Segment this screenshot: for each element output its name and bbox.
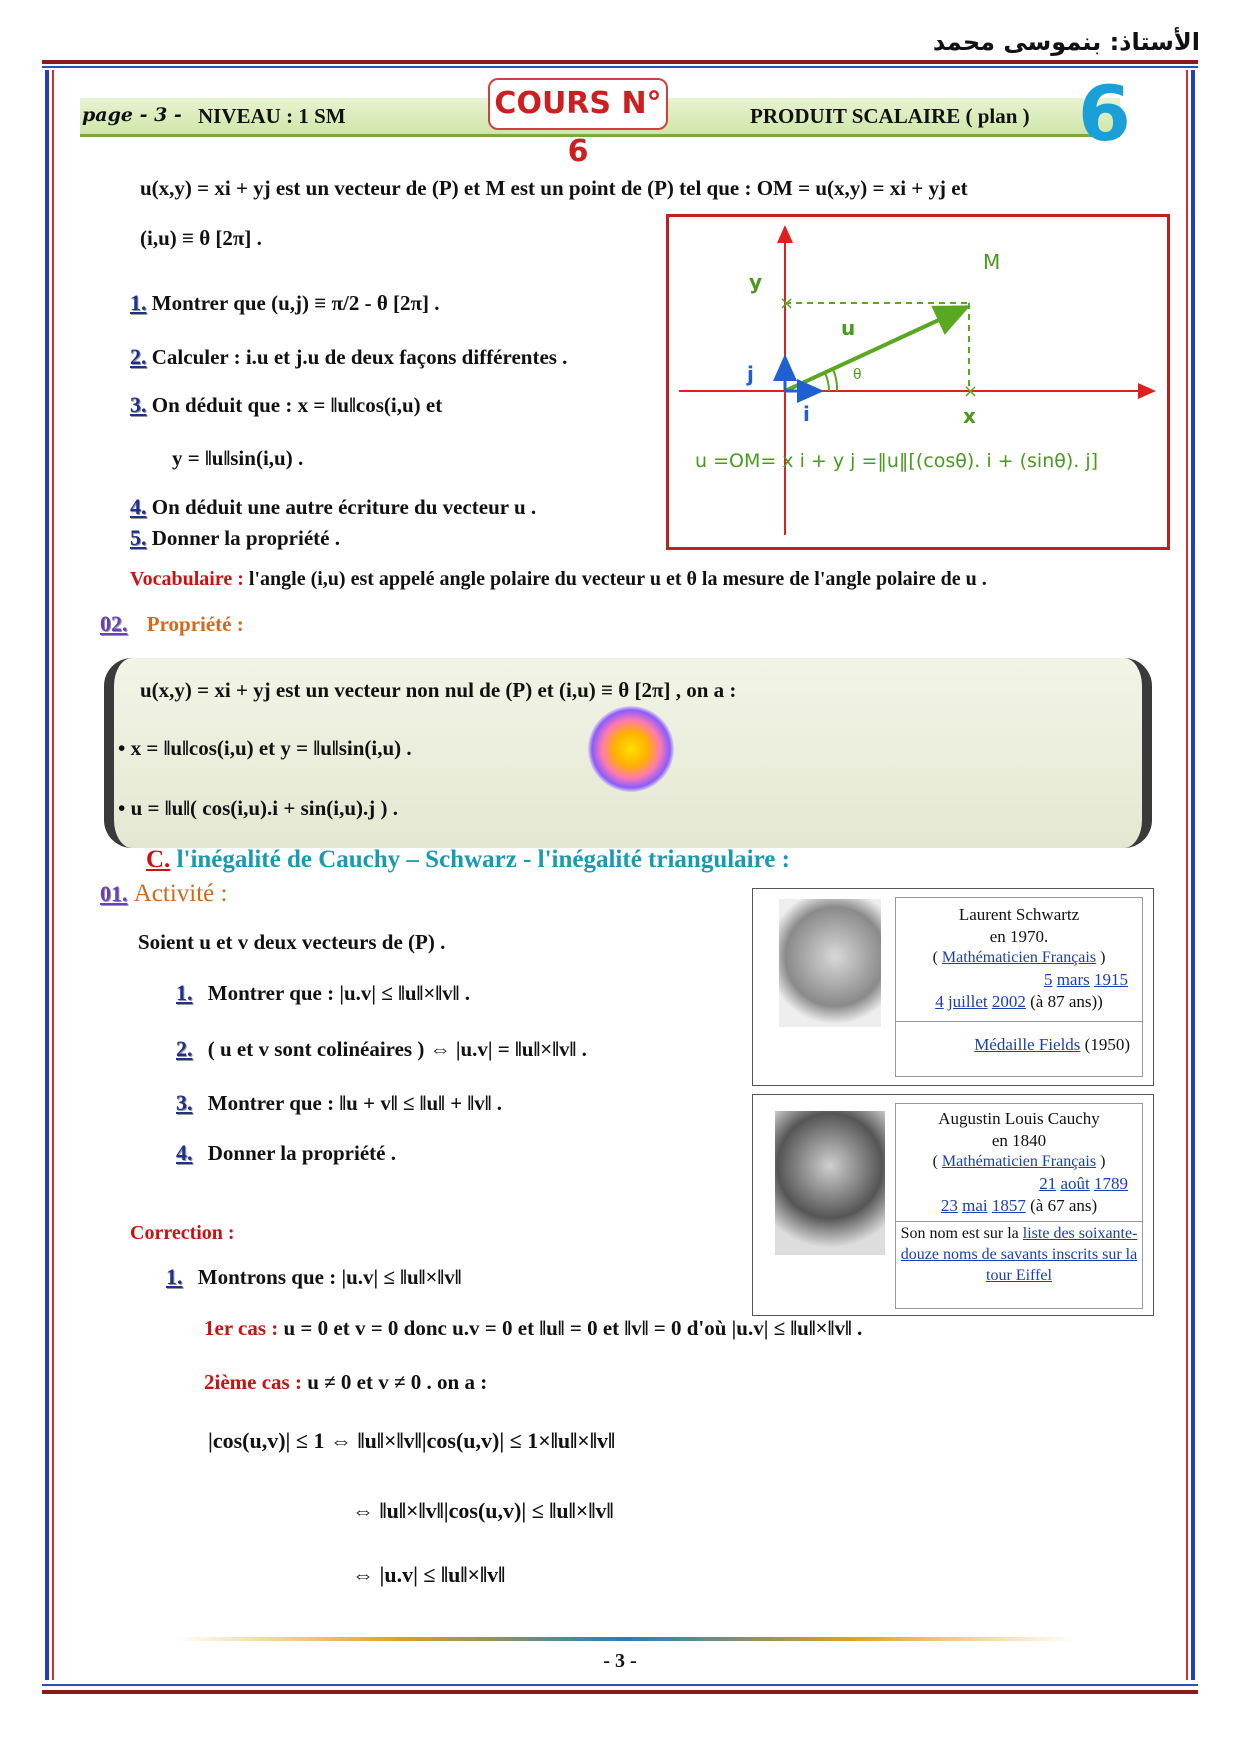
birth-day-link[interactable]: 21 bbox=[1039, 1173, 1057, 1193]
case-text: u = 0 et v = 0 donc u.v = 0 et ‖u‖ = 0 et ‖v‖ = 0 d'où |u.v| ≤ ‖u‖×‖v‖ . bbox=[283, 1316, 863, 1340]
case-label: 2ième cas : bbox=[204, 1370, 302, 1394]
birth-month-link[interactable]: mars bbox=[1056, 969, 1090, 989]
bottom-rule bbox=[42, 1690, 1198, 1694]
death-month-link[interactable]: juillet bbox=[947, 992, 988, 1012]
question-text: Montrer que (u,j) ≡ π/2 - θ [2π] . bbox=[151, 291, 440, 315]
cours-number: COURS N° 6 bbox=[488, 78, 668, 130]
question-number: 3. bbox=[130, 392, 147, 417]
footer-rule bbox=[175, 1637, 1075, 1641]
activite-item-2 bbox=[176, 1036, 587, 1062]
schwartz-card bbox=[752, 888, 1154, 1086]
question-4 bbox=[130, 494, 536, 520]
section-letter: C. bbox=[146, 846, 171, 873]
role-link[interactable]: Mathématicien Français bbox=[941, 1153, 1097, 1171]
intro-line-1: u(x,y) = xi + yj est un vecteur de (P) et M est un point de (P) tel que : OM = u(x,y) = xi + yj et bbox=[140, 176, 968, 200]
question-number: 5. bbox=[130, 525, 147, 550]
item-number: 2. bbox=[176, 1036, 193, 1061]
death-day-link[interactable]: 4 bbox=[935, 992, 944, 1012]
equation-3: ⇔ |u.v| ≤ ‖u‖×‖v‖ bbox=[352, 1562, 506, 1587]
vocabulaire-label: Vocabulaire : bbox=[130, 568, 244, 590]
death-day-link[interactable]: 23 bbox=[940, 1196, 958, 1216]
schwartz-award bbox=[896, 1021, 1142, 1056]
paren: ) bbox=[1096, 949, 1106, 967]
equation-1: |cos(u,v)| ≤ 1 ⇔ ‖u‖×‖v‖|cos(u,v)| ≤ 1×‖u‖×‖v‖ bbox=[208, 1428, 616, 1453]
x-mark: × bbox=[963, 381, 979, 402]
question-number: 2. bbox=[130, 344, 147, 369]
item-number: 1. bbox=[166, 1264, 183, 1289]
section-title: Propriété : bbox=[146, 612, 244, 636]
activite-item-4 bbox=[176, 1140, 396, 1166]
note-text: Son nom est sur la bbox=[900, 1225, 1023, 1243]
case-2 bbox=[204, 1370, 487, 1395]
correction-label: Correction : bbox=[130, 1222, 235, 1244]
question-1 bbox=[130, 290, 440, 316]
question-2 bbox=[130, 344, 567, 370]
question-text: y = ‖u‖sin(i,u) . bbox=[172, 446, 304, 470]
item-text: ( u et v sont colinéaires ) ⇔ |u.v| = ‖u‖×‖v‖ . bbox=[207, 1037, 587, 1061]
top-rule bbox=[42, 60, 1198, 64]
activite-item-3 bbox=[176, 1090, 502, 1116]
correction-item-1 bbox=[166, 1264, 462, 1290]
cauchy-birth bbox=[896, 1173, 1142, 1195]
property-bullet-2: • u = ‖u‖( cos(i,u).i + sin(i,u).j ) . bbox=[118, 796, 399, 820]
birth-day-link[interactable]: 5 bbox=[1043, 969, 1053, 989]
question-number: 4. bbox=[130, 494, 147, 519]
schwartz-name: Laurent Schwartz bbox=[958, 905, 1080, 924]
cauchy-death bbox=[896, 1195, 1142, 1217]
bullet-text: u = ‖u‖( cos(i,u).i + sin(i,u).j ) . bbox=[130, 796, 399, 820]
course-title: PRODUIT SCALAIRE ( plan ) bbox=[750, 104, 1030, 128]
section-title: l'inégalité de Cauchy – Schwarz - l'inégalité triangulaire : bbox=[176, 846, 790, 873]
activite-title: Activité : bbox=[133, 880, 228, 907]
birth-year-link[interactable]: 1789 bbox=[1094, 1173, 1128, 1193]
schwartz-role bbox=[896, 948, 1142, 969]
page-number: - 3 - bbox=[603, 1650, 637, 1672]
section-number: 02. bbox=[100, 611, 128, 636]
item-number: 1. bbox=[176, 980, 193, 1005]
polar-figure bbox=[666, 214, 1170, 550]
property-line-1: u(x,y) = xi + yj est un vecteur non nul de (P) et (i,u) ≡ θ [2π] , on a : bbox=[140, 678, 737, 702]
item-text: Donner la propriété . bbox=[207, 1141, 396, 1165]
item-number: 4. bbox=[176, 1140, 193, 1165]
page-label: page - 3 - bbox=[82, 104, 182, 126]
label-x: x bbox=[963, 404, 976, 428]
vector-u bbox=[785, 307, 967, 391]
item-text: Montrer que : ‖u + v‖ ≤ ‖u‖ + ‖v‖ . bbox=[207, 1091, 503, 1115]
angle-arc bbox=[825, 373, 829, 391]
death-year-link[interactable]: 1857 bbox=[991, 1196, 1026, 1216]
question-text: On déduit une autre écriture du vecteur u . bbox=[151, 495, 537, 519]
activite-heading bbox=[100, 880, 227, 908]
schwartz-portrait bbox=[779, 899, 881, 1027]
case-label: 1er cas : bbox=[204, 1316, 279, 1340]
bullet-text: x = ‖u‖cos(i,u) et y = ‖u‖sin(i,u) . bbox=[130, 736, 412, 760]
question-text: Donner la propriété . bbox=[151, 526, 340, 550]
section-c-heading bbox=[146, 846, 790, 874]
paren: ( bbox=[932, 1153, 942, 1171]
angle-arc-2 bbox=[833, 369, 837, 391]
section-02-heading bbox=[100, 611, 244, 637]
item-number: 3. bbox=[176, 1090, 193, 1115]
question-3 bbox=[130, 392, 442, 418]
label-i: i bbox=[803, 402, 810, 426]
logo-six: 6 bbox=[1078, 69, 1131, 158]
death-month-link[interactable]: mai bbox=[962, 1196, 988, 1216]
label-u: u bbox=[841, 316, 856, 340]
birth-month-link[interactable]: août bbox=[1060, 1173, 1090, 1193]
niveau-label: NIVEAU : 1 SM bbox=[198, 104, 346, 128]
bottom-rule-blue bbox=[42, 1684, 1198, 1686]
label-y: y bbox=[749, 270, 763, 294]
case-text: u ≠ 0 et v ≠ 0 . on a : bbox=[307, 1370, 488, 1394]
schwartz-year: en 1970. bbox=[989, 927, 1049, 947]
polar-formula: u =OM= x i + y j =‖u‖[(cosθ). i + (sinθ). j] bbox=[695, 450, 1099, 472]
item-text: Montrer que : |u.v| ≤ ‖u‖×‖v‖ . bbox=[207, 981, 470, 1005]
award-year: (1950) bbox=[1084, 1035, 1130, 1055]
cauchy-note bbox=[896, 1221, 1142, 1286]
question-3-continued bbox=[172, 446, 303, 471]
cauchy-role bbox=[896, 1152, 1142, 1173]
activite-item-1 bbox=[176, 980, 470, 1006]
property-bullet-1: • x = ‖u‖cos(i,u) et y = ‖u‖sin(i,u) . bbox=[118, 736, 412, 760]
schwartz-info bbox=[895, 897, 1143, 1077]
eiffel-names-link[interactable]: liste des soixante-douze noms de savants inscrits sur la tour Eiffel bbox=[900, 1225, 1138, 1284]
label-theta: θ bbox=[853, 367, 862, 383]
intro-line-2: (i,u) ≡ θ [2π] . bbox=[140, 226, 262, 250]
cauchy-info bbox=[895, 1103, 1143, 1309]
label-M: M bbox=[983, 250, 1001, 274]
cauchy-portrait bbox=[775, 1111, 885, 1255]
question-text: On déduit que : x = ‖u‖cos(i,u) et bbox=[151, 393, 443, 417]
top-rule-blue bbox=[42, 66, 1198, 68]
cauchy-year: en 1840 bbox=[991, 1131, 1047, 1151]
activite-intro: Soient u et v deux vecteurs de (P) . bbox=[138, 930, 446, 954]
item-text: Montrons que : |u.v| ≤ ‖u‖×‖v‖ bbox=[197, 1265, 462, 1289]
author-name: الأستاذ: بنموسى محمد bbox=[932, 28, 1200, 56]
decorative-halo bbox=[588, 706, 674, 792]
role-link[interactable]: Mathématicien Français bbox=[941, 949, 1097, 967]
schwartz-death bbox=[896, 991, 1142, 1013]
cauchy-card bbox=[752, 1094, 1154, 1316]
award-link[interactable]: Médaille Fields bbox=[974, 1035, 1081, 1055]
death-age: (à 67 ans) bbox=[1030, 1196, 1098, 1216]
birth-year-link[interactable]: 1915 bbox=[1094, 969, 1128, 989]
y-mark: × bbox=[779, 293, 795, 314]
label-j: j bbox=[747, 362, 754, 386]
paren: ( bbox=[932, 949, 942, 967]
question-number: 1. bbox=[130, 290, 147, 315]
vocabulaire-text: l'angle (i,u) est appelé angle polaire du vecteur u et θ la mesure de l'angle polaire de u . bbox=[248, 568, 987, 590]
equation-2: ⇔ ‖u‖×‖v‖|cos(u,v)| ≤ ‖u‖×‖v‖ bbox=[352, 1498, 614, 1523]
question-5 bbox=[130, 525, 340, 551]
schwartz-birth bbox=[896, 969, 1142, 991]
death-year-link[interactable]: 2002 bbox=[991, 992, 1026, 1012]
question-text: Calculer : i.u et j.u de deux façons différentes . bbox=[151, 345, 568, 369]
activite-number: 01. bbox=[100, 881, 128, 906]
cauchy-name: Augustin Louis Cauchy bbox=[938, 1109, 1100, 1128]
paren: ) bbox=[1096, 1153, 1106, 1171]
case-1 bbox=[204, 1316, 862, 1341]
death-age: (à 87 ans)) bbox=[1030, 992, 1103, 1012]
polar-diagram bbox=[669, 217, 1167, 547]
vocabulaire bbox=[130, 568, 987, 591]
